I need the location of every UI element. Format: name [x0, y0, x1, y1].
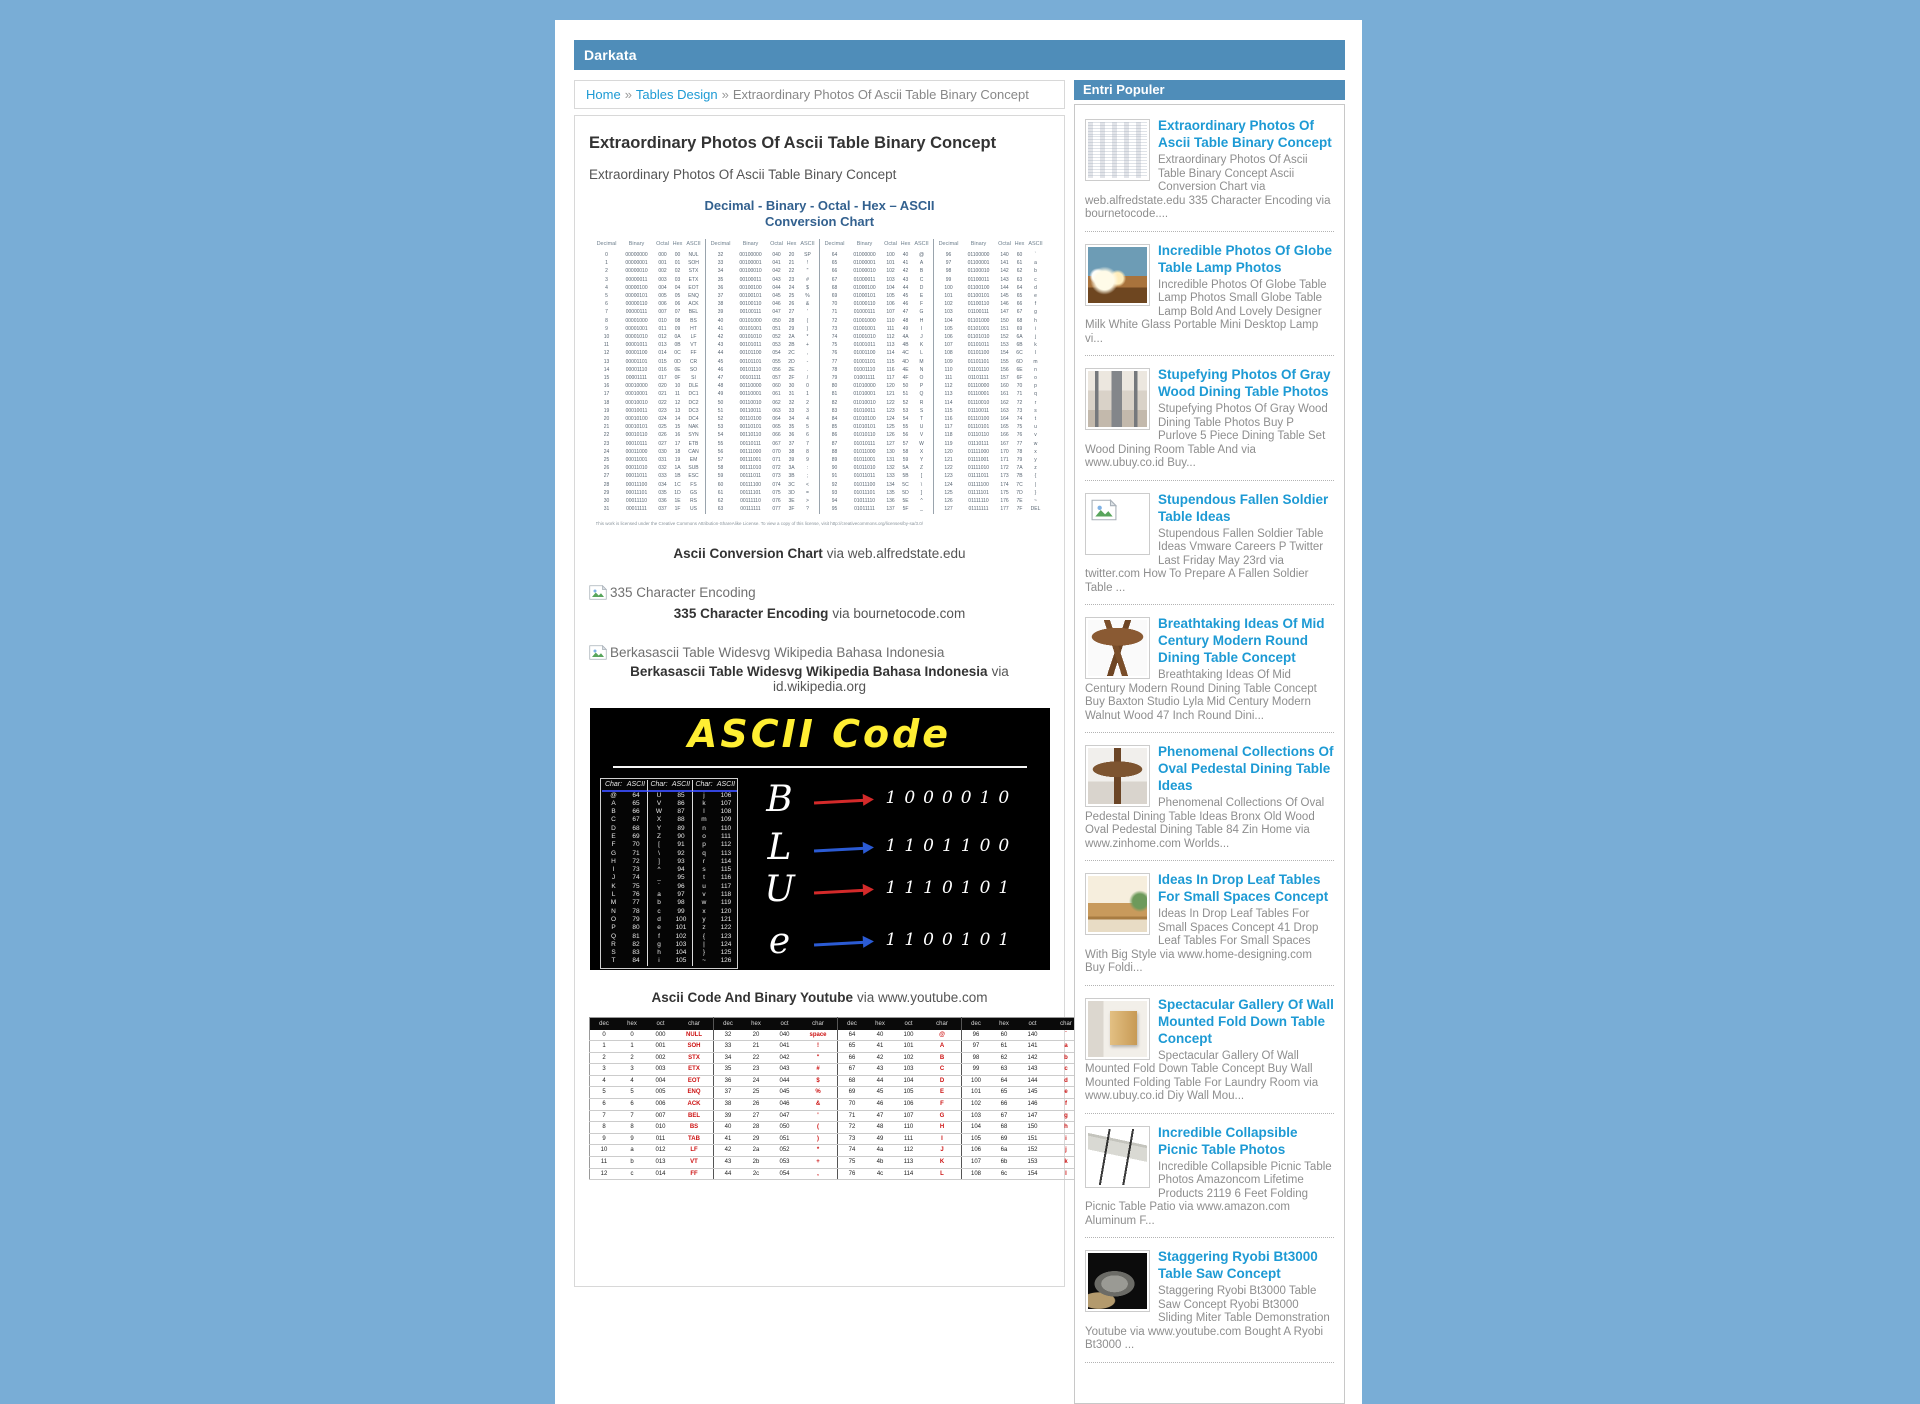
popular-post-excerpt: Stupefying Photos Of Gray Wood Dining Table Photos Buy P Purlove 5 Piece Dining Table Set Wood Dining Room Table And via www.ubuy.co.id Buy...	[1085, 403, 1328, 469]
binary-example-row: B 1000010	[766, 778, 1018, 820]
dotted-separator	[1085, 595, 1334, 605]
arrow-icon	[813, 940, 869, 946]
blackboard-title: ASCII Code	[687, 711, 952, 756]
popular-post-title-link[interactable]: Spectacular Gallery Of Wall Mounted Fold Down Table Concept	[1158, 996, 1334, 1046]
broken-image-icon	[1091, 499, 1117, 521]
popular-post-thumbnail-link[interactable]	[1085, 119, 1150, 181]
ryobi-table-saw-thumbnail	[1088, 1253, 1147, 1309]
broken-image-alt-text: Berkasascii Table Widesvg Wikipedia Bahasa Indonesia	[610, 644, 945, 660]
popular-post-excerpt: Incredible Collapsible Picnic Table Photos Amazoncom Lifetime Products 2119 6 Feet Folding Picnic Table Patio via www.amazon.com Aluminum F...	[1085, 1160, 1332, 1227]
popular-post-excerpt: Extraordinary Photos Of Ascii Table Binary Concept Ascii Conversion Chart via web.alfredstate.edu 335 Character Encoding via bournetocode....	[1085, 154, 1331, 220]
popular-post-excerpt: Incredible Photos Of Globe Table Lamp Photos Small Globe Table Lamp Bold And Lovely Designer Milk White Glass Portable Mini Desktop Lamp vi...	[1085, 278, 1327, 345]
dotted-separator	[1085, 222, 1334, 232]
image-caption: Ascii Code And Binary Youtube via www.youtube.com	[651, 989, 988, 1005]
conversion-chart-title: Decimal - Binary - Octal - Hex – ASCII Conversion Chart	[704, 198, 935, 229]
arrow-icon	[813, 846, 869, 852]
sidebar	[1074, 80, 1345, 1404]
dotted-separator	[1085, 851, 1334, 861]
popular-post-item	[1085, 1248, 1334, 1363]
popular-post-excerpt: Ideas In Drop Leaf Tables For Small Spaces Concept 41 Drop Leaf Tables For Small Spaces With Big Style via www.home-designing.com Buy Foldi...	[1085, 908, 1319, 974]
breadcrumb	[574, 80, 1065, 109]
popular-post-item	[1085, 117, 1334, 232]
popular-post-title-link[interactable]: Phenomenal Collections Of Oval Pedestal Dining Table Ideas	[1158, 744, 1334, 793]
popular-post-excerpt: Staggering Ryobi Bt3000 Table Saw Concept Ryobi Bt3000 Sliding Miter Table Demonstration Youtube via www.youtube.com Bought A Ryobi Bt3000 ...	[1085, 1285, 1330, 1351]
broken-image-alt-text: 335 Character Encoding	[610, 584, 756, 600]
popular-post-item	[1085, 615, 1334, 733]
wall-mounted-fold-table-thumbnail	[1088, 1001, 1147, 1057]
popular-posts-box	[1074, 104, 1345, 1404]
site-title: Darkata	[584, 47, 637, 63]
globe-table-lamp-thumbnail	[1088, 247, 1147, 303]
article-box	[574, 115, 1072, 1287]
popular-post-title-link[interactable]: Staggering Ryobi Bt3000 Table Saw Concept	[1158, 1249, 1318, 1281]
popular-post-excerpt: Phenomenal Collections Of Oval Pedestal Dining Table Ideas Bronx Old Wood Oval Pedestal Dining Table 84 Zin Home via www.zinhome.com Worlds...	[1085, 797, 1325, 850]
dotted-separator	[1085, 1104, 1334, 1114]
popular-post-thumbnail-link[interactable]	[1085, 493, 1150, 555]
binary-example-row: U 1110101	[764, 868, 1018, 910]
popular-post-item	[1085, 242, 1334, 357]
gray-wood-dining-table-thumbnail	[1088, 371, 1147, 427]
main-column	[574, 80, 1072, 1287]
dotted-separator	[1085, 1228, 1334, 1238]
popular-post-title-link[interactable]: Extraordinary Photos Of Ascii Table Binary Concept	[1158, 118, 1332, 150]
popular-post-thumbnail-link[interactable]	[1085, 998, 1150, 1060]
popular-post-title-link[interactable]: Incredible Collapsible Picnic Table Photos	[1158, 1124, 1298, 1157]
ascii-conversion-chart-thumbnail	[1088, 122, 1147, 178]
popular-post-thumbnail-link[interactable]	[1085, 1250, 1150, 1312]
sidebar-header-title: Entri Populer	[1083, 82, 1165, 97]
blackboard-binary-rows	[758, 772, 1042, 970]
popular-post-title-link[interactable]: Stupefying Photos Of Gray Wood Dining Table Photos	[1158, 367, 1331, 399]
post-intro: Extraordinary Photos Of Ascii Table Binary Concept	[589, 167, 897, 182]
dotted-separator	[1085, 1353, 1334, 1363]
site-header-bar	[574, 40, 1345, 70]
breadcrumb-section-link[interactable]: Tables Design	[635, 87, 718, 102]
conversion-chart-license: This work is licensed under the Creative Commons Attribution-ShareAlike License. To view a copy of this license, visit http://creativecommons.org/licenses/by-sa/3.0/	[595, 520, 924, 526]
popular-post-item	[1085, 366, 1334, 481]
binary-example-row: e 1100101	[768, 920, 1018, 962]
image-caption: 335 Character Encoding via bournetocode.com	[673, 605, 966, 621]
ascii-conversion-chart-image	[596, 198, 1044, 526]
popular-post-thumbnail-link[interactable]	[1085, 244, 1150, 306]
popular-post-title-link[interactable]: Incredible Photos Of Globe Table Lamp Photos	[1158, 242, 1333, 275]
oval-pedestal-table-thumbnail	[1088, 748, 1147, 804]
round-dining-table-thumbnail	[1088, 620, 1147, 676]
popular-post-excerpt: Spectacular Gallery Of Wall Mounted Fold Down Table Concept Buy Wall Mounted Folding Table For Laundry Room via www.ubuy.co.id Diy Wall Mou...	[1085, 1049, 1319, 1102]
image-caption: Berkasascii Table Widesvg Wikipedia Bahasa Indonesia via id.wikipedia.org	[630, 663, 1009, 694]
popular-post-item	[1085, 1124, 1334, 1239]
popular-post-thumbnail-link[interactable]	[1085, 368, 1150, 430]
broken-image-thumbnail	[1088, 496, 1147, 552]
dotted-separator	[1085, 471, 1334, 481]
conversion-chart-table: Decimal Binary Octal Hex ASCII 0 00000000 000 00 NUL 1 00000001 001 01 SOH 2 00000010 002 02 STX 3 00000011 003 03 ETX 4 00000100 004 04 EOT 5 00000101 005 05 ENQ 6 00000110 006 06 ACK 7 00000111 007 07 BEL 8 00001000 010 08 BS 9 00001001 011 09 HT 10 00001010 012 0A LF 11 00001011 013 0B VT 12 00001100 014 0C FF 13 00001101 015 0D CR 14 00001110 016 0E SO 15 00001111 017 0F SI 16 00010000 020 10 DLE 17 00010001 021 11 DC1 18 00010010 022 12 DC2 19 00010011 023 13 DC3 20 00010100 024 14 DC4 21 00010101 025 15 NAK 22 00010110 026 16 SYN 23 00010111 027 17 ETB 24 00011000 030 18 CAN 25 00011001 031 19 EM 26 00011010 032 1A SUB 27 00011011 033 1B ESC 28 00011100 034 1C FS 29 00011101 035 1D GS 30 00011110 036 1E RS 31 00011111 037 1F US Decimal Binary Octal Hex ASCII 32 00100000 040 20 SP 33 00100001 041 21 ! 34 00100010 042 22 " 35 00100011 043 23 # 36 00100100 044 24 $ 37 00100101 045 25 % 38 00100110 046 26 & 39 00100111 047 27 ' 40 00101000 050 28 ( 41 00101001 051 29 ) 42 00101010 052 2A * 43 00101011 053 2B + 44 00101100 054 2C , 45 00101101 055 2D - 46 00101110 056 2E . 47 00101111 057 2F / 48 00110000 060 30 0 49 00110001 061 31 1 50 00110010 062 32 2 51 00110011 063 33 3 52 00110100 064 34 4 53 00110101 065 35 5 54 00110110 066 36 6 55 00110111 067 37 7 56 00111000 070 38 8 57 00111001 071 39 9 58 00111010 072 3A : 59 00111011 073 3B ; 60 00111100 074 3C < 61 00111101 075 3D = 62 00111110 076 3E > 63 00111111 077 3F ? Decimal Binary Octal Hex ASCII 64 01000000 100 40 @ 65 01000001 101 41 A 66 01000010 102 42 B 67 01000011 103 43 C 68 01000100 104 44 D 69 01000101 105 45 E 70 01000110 106 46 F 71 01000111 107 47 G 72 01001000 110 48 H 73 01001001 111 49 I 74 01001010 112 4A J 75 01001011 113 4B K 76 01001100 114 4C L 77 01001101 115 4D M 78 01001110 116 4E N 79 01001111 117 4F O 80 01010000 120 50 P 81 01010001 121 51 Q 82 01010010 122 52 R 83 01010011 123 53 S 84 01010100 124 54 T 85 01010101 125 55 U 86 01010110 126 56 V 87 01010111 127 57 W 88 01011000 130 58 X 89 01011001 131 59 Y 90 01011010 132 5A Z 91 01011011 133 5B [ 92 01011100 134 5C \ 93 01011101 135 5D ] 94 01011110 136 5E ^ 95 01011111 137 5F _ Decimal Binary Octal Hex ASCII 96 01100000 140 60 ` 97 01100001 141 61 a 98 01100010 142 62 b 99 01100011 143 63 c 100 01100100 144 64 d 101 01100101 145 65 e 102 01100110 146 66 f 103 01100111 147 67 g 104 01101000 150 68 h 105 01101001 151 69 i 106 01101010 152 6A j 107 01101011 153 6B k 108 01101100 154 6C l 109 01101101 155 6D m 110 01101110 156 6E n 111 01101111 157 6F o 112 01110000 160 70 p 113 01110001 161 71 q 114 01110010 162 72 r 115 01110011 163 73 s 116 01110100 164 74 t 117 01110101 165 75 u 118 01110110 166 76 v 119 01110111 167 77 w 120 01111000 170 78 x 121 01111001 171 79 y 122 01111010 172 7A z 123 01111011 173 7B { 124 01111100 174 7C | 125 01111101 175 7D } 126 01111110 176 7E ~ 127 01111111 177 7F DEL	[596, 239, 1044, 514]
popular-post-item	[1085, 871, 1334, 986]
popular-post-thumbnail-link[interactable]	[1085, 745, 1150, 807]
drop-leaf-table-thumbnail	[1088, 876, 1147, 932]
popular-post-title-link[interactable]: Ideas In Drop Leaf Tables For Small Spaces Concept	[1158, 872, 1329, 904]
popular-post-item	[1085, 996, 1334, 1114]
popular-post-title-link[interactable]: Breathtaking Ideas Of Mid Century Modern Round Dining Table Concept	[1158, 616, 1325, 665]
popular-post-excerpt: Breathtaking Ideas Of Mid Century Modern Round Dining Table Concept Buy Baxton Studio Lyla Mid Century Modern Walnut Wood 47 Inch Round Dini...	[1085, 669, 1317, 722]
blackboard-char-table: Char: ASCII Char: ASCII Char: ASCII @ 64 U 85 j 106 A 65 V 86 k 107 B 66 W 87 l 108 C 67 X 88 m 109 D 68 Y 89 n 110 E 69 Z 90 o 111 F 70 [ 91 p 112 G 71 \ 92 q 113 H 72 ] 93 r 114 I 73 ^ 94 s 115 J 74 _ 95 t 116 K 75 ` 96 u 117 L 76 a 97 v 118 M 77 b 98 w 119 N 78 c 99 x 120 O 79 d 100 y 121 P 80 e 101 z 122 Q 81 f 102 { 123 R 82 g 103 | 124 S 83 h 104 } 125 T 84 i 105 ~ 126	[600, 778, 738, 969]
binary-example-row: L 1101100	[767, 826, 1018, 868]
breadcrumb-separator: »	[721, 87, 729, 102]
breadcrumb-separator: »	[624, 87, 632, 102]
collapsible-picnic-table-thumbnail	[1088, 1129, 1147, 1185]
popular-post-thumbnail-link[interactable]	[1085, 873, 1150, 935]
post-title: Extraordinary Photos Of Ascii Table Binary Concept	[589, 134, 997, 152]
dotted-separator	[1085, 976, 1334, 986]
breadcrumb-current: Extraordinary Photos Of Ascii Table Binary Concept	[732, 87, 1029, 102]
image-caption: Ascii Conversion Chart via web.alfredstate.edu	[673, 545, 966, 561]
sidebar-header-bar	[1074, 80, 1345, 100]
broken-image-icon	[589, 645, 607, 660]
blackboard-underline	[613, 766, 1027, 768]
arrow-icon	[813, 888, 869, 894]
ascii-code-blackboard-image	[590, 708, 1050, 970]
arrow-icon	[813, 798, 869, 804]
dotted-separator	[1085, 723, 1334, 733]
popular-post-item	[1085, 491, 1334, 606]
ascii-dec-hex-oct-char-table: dec hex oct char dec hex oct char dec hex oct char dec hex oct char 0 0 000 NULL 32 20 040 space 64 40 100 @ 96 60 140 ` 1 1 001 SOH 33 21 041 ! 65 41 101 A 97 61 141 a 2 2 002 STX 34 22 042 " 66 42 102 B 98 62 142 b 3 3 003 ETX 35 23 043 # 67 43 103 C 99 63 143 c 4 4 004 EOT 36 24 044 $ 68 44 104 D 100 64 144 d 5 5 005 ENQ 37 25 045 % 69 45 105 E 101 65 145 e 6 6 006 ACK 38 26 046 & 70 46 106 F 102 66 146 f 7 7 007 BEL 39 27 047 ' 71 47 107 G 103 67 147 g 8 8 010 BS 40 28 050 ( 72 48 110 H 104 68 150 h 9 9 011 TAB 41 29 051 ) 73 49 111 I 105 69 151 i 10 a 012 LF 42 2a 052 * 74 4a 112 J 106 6a 152 j 11 b 013 VT 43 2b 053 + 75 4b 113 K 107 6b 153 k 12 c 014 FF 44 2c 054 , 76 4c 114 L 108 6c 154 l	[589, 1017, 1086, 1181]
popular-post-thumbnail-link[interactable]	[1085, 617, 1150, 679]
popular-post-excerpt: Stupendous Fallen Soldier Table Ideas Vmware Careers P Twitter Last Friday May 23rd via twitter.com How To Prepare A Fallen Soldier Table ...	[1085, 527, 1324, 594]
broken-image-row	[589, 645, 1050, 660]
popular-post-title-link[interactable]: Stupendous Fallen Soldier Table Ideas	[1158, 491, 1329, 524]
popular-post-thumbnail-link[interactable]	[1085, 1126, 1150, 1188]
popular-post-item	[1085, 743, 1334, 861]
broken-image-row	[589, 585, 1050, 600]
breadcrumb-home-link[interactable]: Home	[586, 87, 621, 102]
broken-image-icon	[589, 585, 607, 600]
dotted-separator	[1085, 346, 1334, 356]
page-wrapper	[555, 20, 1362, 1404]
